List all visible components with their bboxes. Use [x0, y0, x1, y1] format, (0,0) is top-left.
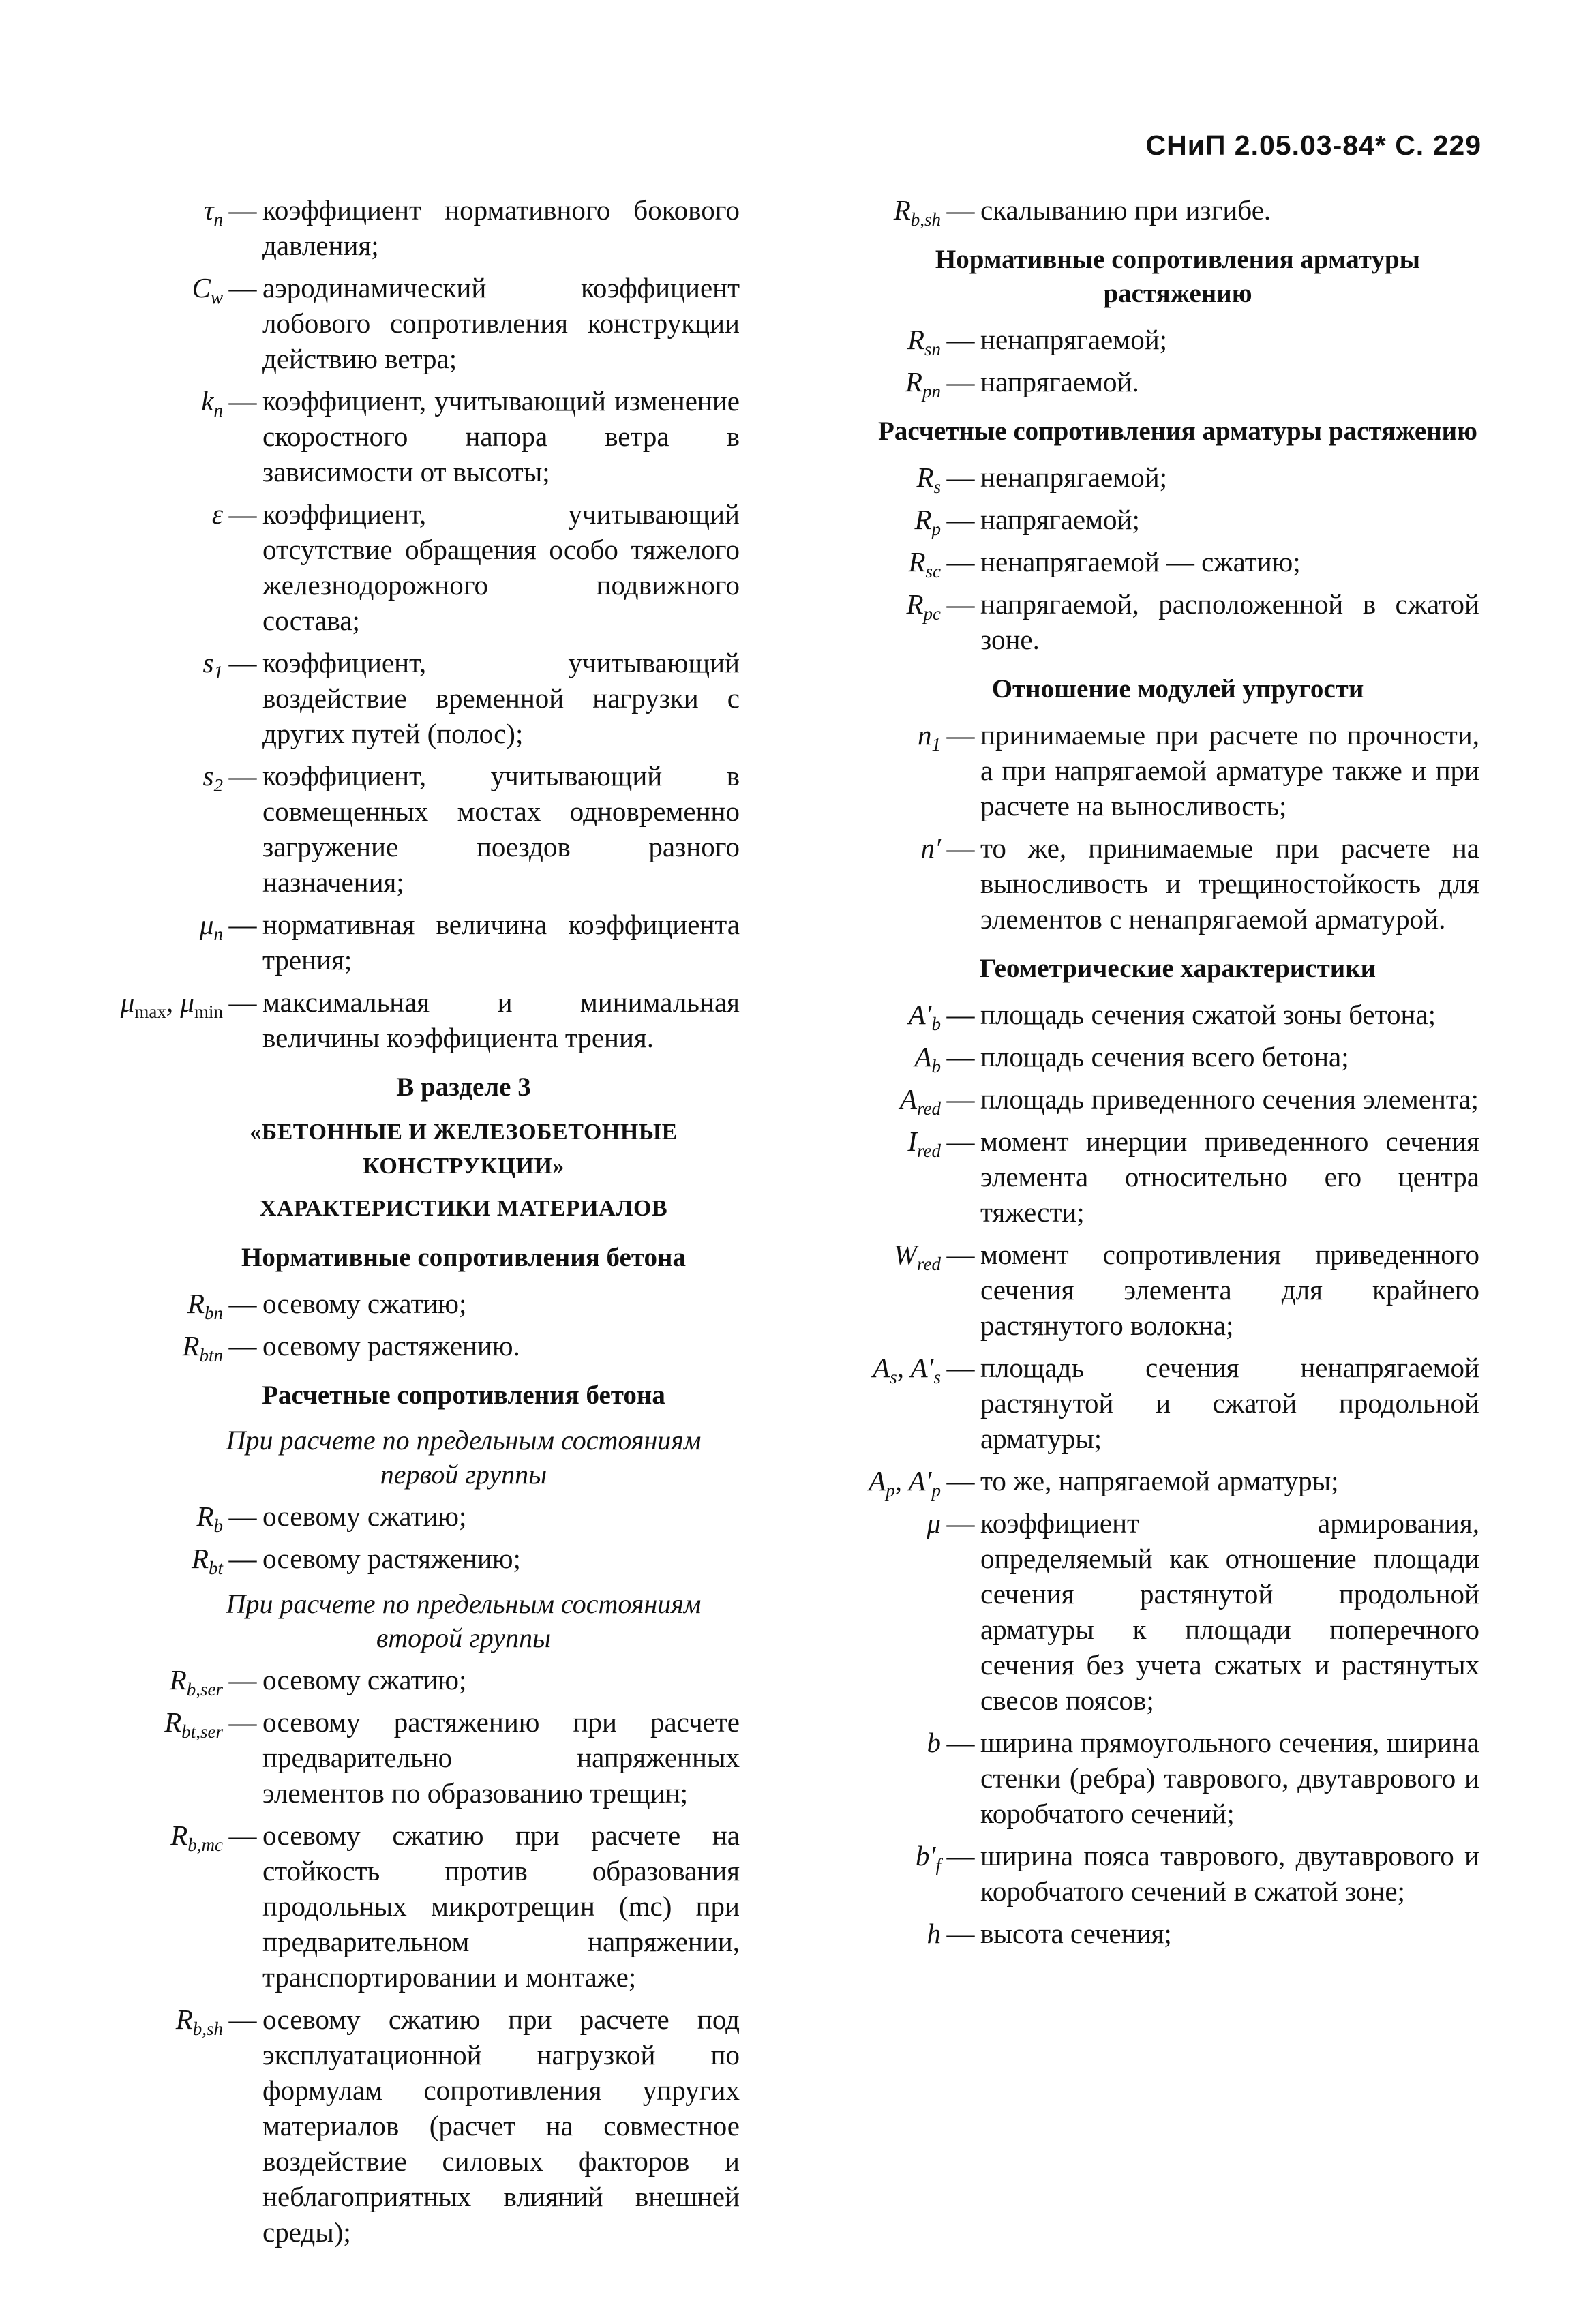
dash: — — [228, 647, 257, 678]
definition-text: ненапрягаемой; — [980, 462, 1168, 493]
definition-text: напрягаемой, расположенной в сжатой зоне. — [980, 588, 1479, 655]
symbol-epsilon: ε — [211, 498, 223, 530]
definition-text: ненапрягаемой; — [980, 324, 1168, 355]
dash: — — [228, 760, 257, 791]
definition-entry — [65, 1498, 740, 1537]
dash: — — [228, 272, 257, 303]
symbol-mu-max-min: $\mu_{max}$, $\mu_{min}$ — [120, 986, 223, 1023]
definition-text: осевому сжатию; — [262, 1664, 467, 1695]
dash: — — [946, 1507, 975, 1539]
definition-entry — [65, 984, 740, 1055]
definition-text: скалыванию при изгибе. — [980, 194, 1271, 226]
definition-entry — [849, 997, 1479, 1035]
right-column — [849, 192, 1479, 1958]
definition-text: коэффициент армирования, определяемый как отношение площади сечения растянутой продольной арматуры к площади поперечного сечения без учета сжатых и растянутых свесов поясов; — [980, 1507, 1479, 1716]
definition-text: площадь сечения всего бетона; — [980, 1041, 1349, 1072]
definition-text: максимальная и минимальная величины коэффициента трения. — [262, 986, 740, 1053]
definition-entry — [849, 502, 1479, 540]
dash: — — [946, 1126, 975, 1157]
dash: — — [228, 1288, 257, 1319]
symbol-n1: $n_1$ — [918, 719, 941, 755]
definition-entry — [65, 1662, 740, 1698]
definition-text: то же, напрягаемой арматуры; — [980, 1465, 1339, 1496]
symbol-r-s: $R_s$ — [916, 462, 941, 498]
definition-text: осевому растяжению. — [262, 1330, 520, 1361]
dash: — — [946, 719, 975, 751]
definition-entry — [65, 192, 740, 263]
definition-entry — [65, 383, 740, 489]
definition-entry — [65, 1541, 740, 1579]
heading-calc-concrete: Расчетные сопротивления бетона — [262, 1381, 665, 1410]
definition-text: ширина прямоугольного сечения, ширина стенки (ребра) таврового, двутаврового и коробчатого сечений; — [980, 1727, 1479, 1829]
dash: — — [228, 1543, 257, 1574]
dash: — — [228, 909, 257, 940]
symbol-k-n: $k_n$ — [201, 385, 223, 421]
definition-entry — [849, 192, 1479, 228]
symbol-s2: $s_2$ — [202, 760, 223, 796]
definition-text: ширина пояса таврового, двутаврового и коробчатого сечений в сжатой зоне; — [980, 1840, 1479, 1907]
symbol-w-red: $W_{red}$ — [893, 1239, 941, 1275]
definition-text: момент сопротивления приведенного сечения элемента для крайнего растянутого волокна; — [980, 1239, 1479, 1341]
dash: — — [228, 1706, 257, 1738]
definition-text: осевому сжатию при расчете на стойкость против образования продольных микротрещин (mc) при предварительном напряжении, транспортировании и монтаже; — [262, 1820, 740, 1993]
dash: — — [946, 588, 975, 620]
symbol-r-pn: $R_{pn}$ — [905, 366, 941, 402]
dash: — — [946, 462, 975, 493]
symbol-r-b-mc: $R_{b,mc}$ — [170, 1820, 223, 1856]
symbol-mu: μ — [927, 1507, 941, 1539]
symbol-a-s: $A_s$, $A'_s$ — [873, 1352, 941, 1388]
definition-text: аэродинамический коэффициент лобового сопротивления конструкции действию ветра; — [262, 272, 740, 374]
dash: — — [946, 366, 975, 397]
symbol-r-p: $R_p$ — [914, 504, 941, 540]
definition-text: площадь сечения ненапрягаемой растянутой и сжатой продольной арматуры; — [980, 1352, 1479, 1454]
definition-entry — [849, 1124, 1479, 1230]
dash: — — [946, 1918, 975, 1949]
symbol-r-b-sh: $R_{b,sh}$ — [893, 194, 941, 230]
definition-entry — [849, 1838, 1479, 1909]
definition-text: коэффициент, учитывающий в совмещенных мостах одновременно загружение поездов разного назначения; — [262, 760, 740, 898]
dash: — — [946, 324, 975, 355]
dash: — — [946, 1083, 975, 1115]
definition-entry — [65, 1818, 740, 1995]
dash: — — [228, 1501, 257, 1532]
symbol-r-bn: $R_{bn}$ — [187, 1288, 223, 1324]
symbol-c-w: $C_w$ — [192, 272, 223, 308]
heading-moduli: Отношение модулей упругости — [991, 674, 1364, 704]
dash: — — [228, 385, 257, 417]
definition-entry — [849, 364, 1479, 402]
definition-entry — [849, 1725, 1479, 1831]
definition-entry — [849, 544, 1479, 582]
dash: — — [946, 194, 975, 226]
definition-entry — [65, 1704, 740, 1811]
definition-text: осевому сжатию; — [262, 1288, 467, 1319]
symbol-a-p: $A_p$, $A'_p$ — [869, 1465, 941, 1501]
symbol-b: b — [927, 1727, 941, 1758]
definition-text: осевому сжатию; — [262, 1501, 467, 1532]
definition-entry — [849, 459, 1479, 498]
dash: — — [946, 999, 975, 1030]
definition-text: осевому растяжению; — [262, 1543, 521, 1574]
symbol-r-b-sh: $R_{b,sh}$ — [175, 2004, 223, 2040]
dash: — — [946, 1727, 975, 1758]
symbol-r-sc: $R_{sc}$ — [908, 546, 941, 582]
symbol-r-bt-ser: $R_{bt,ser}$ — [164, 1706, 223, 1743]
definition-entry — [849, 1916, 1479, 1951]
dash: — — [946, 832, 975, 864]
heading-normative-concrete: Нормативные сопротивления бетона — [241, 1243, 686, 1272]
definition-entry — [849, 1505, 1479, 1718]
definition-text: коэффициент, учитывающий отсутствие обращения особо тяжелого железнодорожного подвижного состава; — [262, 498, 740, 636]
dash: — — [228, 2004, 257, 2035]
definition-entry — [65, 907, 740, 978]
dash: — — [946, 504, 975, 535]
definition-text: коэффициент, учитывающий изменение скоростного напора ветра в зависимости от высоты; — [262, 385, 740, 487]
definition-entry — [65, 1328, 740, 1366]
definition-text: нормативная величина коэффициента трения; — [262, 909, 740, 976]
definition-text: коэффициент, учитывающий воздействие временной нагрузки с других путей (полос); — [262, 647, 740, 749]
definition-entry — [849, 830, 1479, 937]
symbol-h: h — [927, 1918, 941, 1949]
dash: — — [228, 1330, 257, 1361]
dash: — — [228, 498, 257, 530]
dash: — — [228, 1664, 257, 1695]
definition-entry — [65, 2002, 740, 2250]
symbol-r-bt: $R_{bt}$ — [191, 1543, 223, 1579]
definition-entry — [849, 1039, 1479, 1077]
heading-geometry: Геометрические характеристики — [979, 954, 1376, 983]
dash: — — [228, 986, 257, 1018]
symbol-a-b-prime: $A'_b$ — [908, 999, 941, 1035]
symbol-r-sn: $R_{sn}$ — [907, 324, 941, 360]
definition-entry — [849, 717, 1479, 824]
symbol-r-btn: $R_{btn}$ — [182, 1330, 223, 1366]
definition-entry — [65, 645, 740, 751]
definition-text: высота сечения; — [980, 1918, 1172, 1949]
dash: — — [228, 1820, 257, 1851]
definition-text: осевому растяжению при расчете предварительно напряженных элементов по образованию трещин; — [262, 1706, 740, 1809]
dash: — — [946, 1352, 975, 1383]
definition-text: принимаемые при расчете по прочности, а при напрягаемой арматуре также и при расчете на выносливость; — [980, 719, 1479, 821]
definition-entry — [849, 1237, 1479, 1343]
dash: — — [946, 1239, 975, 1270]
symbol-b-f-prime: $b'_f$ — [916, 1840, 941, 1876]
definition-text: ненапрягаемой — сжатию; — [980, 546, 1301, 577]
definition-text: площадь приведенного сечения элемента; — [980, 1083, 1479, 1115]
dash: — — [946, 1840, 975, 1871]
definition-entry — [65, 758, 740, 900]
symbol-r-pc: $R_{pc}$ — [906, 588, 941, 624]
definition-text: момент инерции приведенного сечения элемента относительно его центра тяжести; — [980, 1126, 1479, 1228]
symbol-n-prime: n′ — [920, 832, 941, 864]
heading-normative-rebar: Нормативные сопротивления арматуры растяжению — [935, 245, 1421, 308]
dash: — — [228, 194, 257, 226]
heading-calc-rebar: Расчетные сопротивления арматуры растяжению — [878, 417, 1477, 446]
definition-entry — [849, 586, 1479, 657]
symbol-a-red: $A_{red}$ — [899, 1083, 941, 1119]
definition-text: то же, принимаемые при расчете на выносливость и трещиностойкость для элементов с ненапрягаемой арматурой. — [980, 832, 1479, 935]
dash: — — [946, 546, 975, 577]
definition-text: напрягаемой; — [980, 504, 1140, 535]
symbol-r-b-ser: $R_{b,ser}$ — [169, 1664, 223, 1700]
definition-entry — [65, 1286, 740, 1324]
definition-entry — [65, 496, 740, 638]
definition-text: площадь сечения сжатой зоны бетона; — [980, 999, 1436, 1030]
definition-text: напрягаемой. — [980, 366, 1139, 397]
definition-text: коэффициент нормативного бокового давления; — [262, 194, 740, 261]
subheading-group1: При расчете по предельным состояниям первой группы — [226, 1425, 702, 1490]
subsection-name: ХАРАКТЕРИСТИКИ МАТЕРИАЛОВ — [259, 1196, 668, 1221]
definition-text: осевому сжатию при расчете под эксплуатационной нагрузкой по формулам сопротивления упругих материалов (расчет на совместное воздействие силовых факторов и неблагоприятных влияний внешней среды); — [262, 2004, 740, 2248]
symbol-s1: $s_1$ — [202, 647, 223, 683]
definition-entry — [849, 322, 1479, 360]
subheading-group2: При расчете по предельным состояниям второй группы — [226, 1588, 702, 1653]
symbol-a-b: $A_b$ — [914, 1041, 941, 1077]
definition-entry — [849, 1081, 1479, 1117]
dash: — — [946, 1465, 975, 1496]
definition-entry — [849, 1463, 1479, 1501]
symbol-mu-n: $\mu_n$ — [199, 909, 223, 945]
left-column — [65, 192, 740, 2257]
definition-entry — [849, 1350, 1479, 1456]
section-title: В разделе 3 — [396, 1072, 531, 1102]
page-header: СНиП 2.05.03-84* С. 229 — [1145, 130, 1481, 161]
dash: — — [946, 1041, 975, 1072]
section-name: «БЕТОННЫЕ И ЖЕЛЕЗОБЕТОННЫЕ КОНСТРУКЦИИ» — [250, 1119, 678, 1179]
symbol-r-b: $R_b$ — [196, 1501, 223, 1537]
symbol-i-red: $I_{red}$ — [907, 1126, 941, 1162]
definition-entry — [65, 270, 740, 376]
symbol-tau-n: $\tau_n$ — [203, 194, 223, 230]
